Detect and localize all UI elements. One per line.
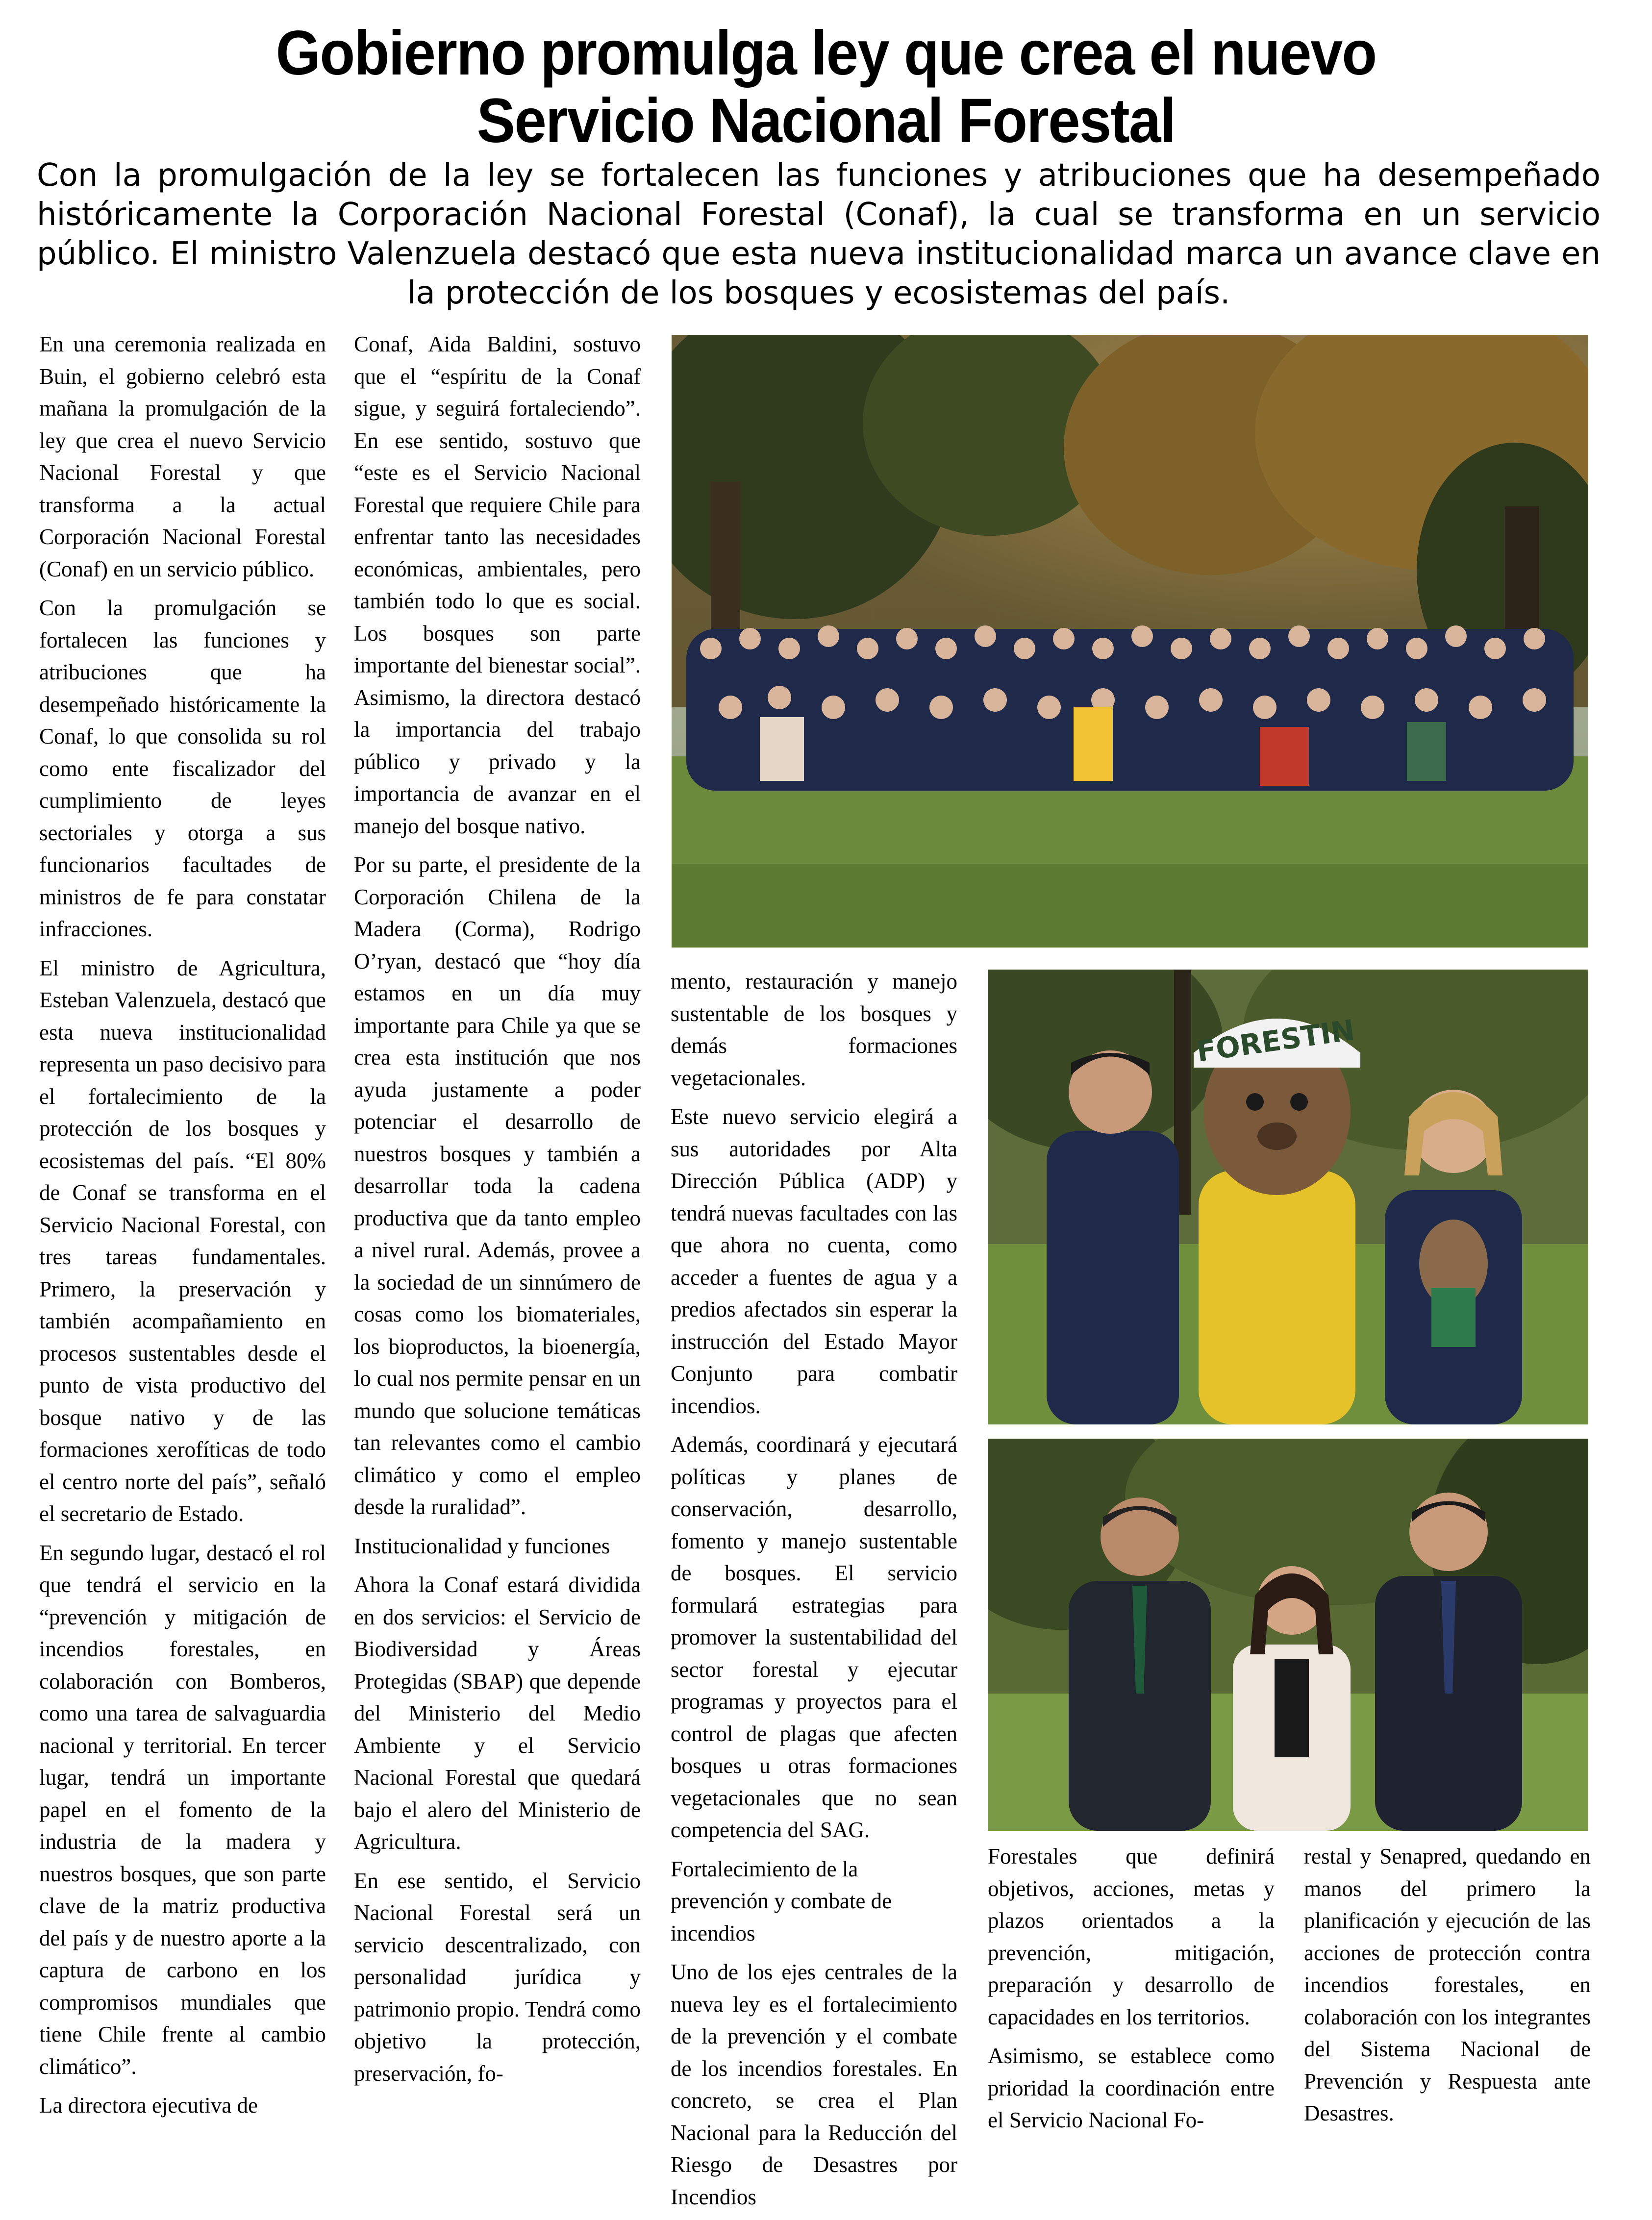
paragraph: En segundo lugar, destacó el rol que tendrá el servicio en la “prevención y mitigación de incendios forestales, en colaboración con Bomberos, como una tarea de salvaguardia nacional y territorial. En tercer lugar, tendrá un importante papel en el fomento de la industria de la madera y nuestros bosques, que son parte clave de la matriz productiva del país y de nuestro aporte a la captura de carbono en los compromisos mundiales que tiene Chile frente al cambio climático”. (39, 1540, 326, 2079)
article-column-1 (39, 328, 326, 2129)
paragraph: Por su parte, el presidente de la Corporación Chilena de la Madera (Corma), Rodrigo O’ryan, destacó que “hoy día estamos en un día muy importante para Chile ya que se crea esta institución que nos ayuda justamente a poder potenciar el desarrollo de nuestros bosques y también a desarrollar toda la cadena productiva que da tanto empleo a nivel rural. Además, provee a la sociedad de un sinnúmero de cosas como los biomateriales, los bioproductos, la bioenergía, lo cual nos permite pensar en un mundo que solucione temáticas tan relevantes como el cambio climático y como el empleo desde la ruralidad”. (354, 852, 641, 1519)
paragraph: La directora ejecutiva de (39, 2093, 258, 2118)
mascot-cap-label: FORESTIN (1194, 1013, 1357, 1069)
paragraph: restal y Senapred, quedando en manos del primero la planificación y ejecución de las acciones de protección contra incendios forestales, en colaboración con los integrantes del Sistema Nacional de Prevención y Respuesta ante Desastres. (1304, 1844, 1591, 2125)
mascot-photo-illustration (988, 970, 1588, 1424)
article-column-5 (1304, 1841, 1591, 2137)
paragraph: mento, restauración y manejo sustentable de los bosques y demás formaciones vegetacionales. (671, 969, 957, 1090)
officials-photo (988, 1439, 1588, 1831)
paragraph: Además, coordinará y ejecutará políticas y planes de conservación, desarrollo, fomento y manejo sustentable de bosques. El servicio formulará estrategias para promover la sustentabilidad del sector forestal y ejecutar programas y proyectos para el control de plagas que afecten bosques u otras formaciones vegetacionales que no sean competencia del SAG. (671, 1432, 957, 1842)
subheading-institucionalidad: Institucionalidad y funciones (354, 1533, 610, 1558)
paragraph: El ministro de Agricultura, Esteban Valenzuela, destacó que esta nueva institucionalidad representa un paso decisivo para el fortalecimiento de la protección de los bosques y ecosistemas del país. “El 80% de Conaf se transforma en el Servicio Nacional Forestal, con tres tareas fundamentales. Primero, la preservación y también acompañamiento en procesos sustentables desde el punto de vista productivo del bosque nativo y de las formaciones xerofíticas de todo el centro norte del país”, señaló el secretario de Estado. (39, 955, 326, 1526)
mascot-photo (988, 970, 1588, 1424)
lead-paragraph: Con la promulgación de la ley se fortalecen las funciones y atribuciones que ha desempeñado históricamente la Corporación Nacional Forestal (Conaf), la cual se transforma en un servicio público. El ministro Valenzuela destacó que esta nueva institucionalidad marca un avance clave en la protección de los bosques y ecosistemas del país. (37, 157, 1601, 311)
article-column-2 (354, 328, 641, 2096)
paragraph: Con la promulgación se fortalecen las funciones y atribuciones que ha desempeñado históricamente la Conaf, lo que consolida su rol como ente fiscalizador del cumplimiento de leyes sectoriales y otorga a sus funcionarios facultades de ministros de fe para constatar infracciones. (39, 596, 326, 941)
paragraph: Asimismo, se establece como prioridad la coordinación entre el Servicio Nacional Fo- (988, 2044, 1275, 2132)
headline (66, 20, 1586, 155)
headline-line-2: Servicio Nacional Forestal (476, 86, 1176, 156)
officials-photo-illustration (988, 1439, 1588, 1831)
group-photo (672, 335, 1588, 948)
subheading-fortalecimiento: Fortalecimiento de la prevención y combate de incendios (671, 1856, 892, 1946)
article-column-4 (988, 1841, 1275, 2144)
headline-line-1: Gobierno promulga ley que crea el nuevo (275, 18, 1377, 88)
paragraph: Ahora la Conaf estará dividida en dos servicios: el Servicio de Biodiversidad y Áreas Protegidas (SBAP) que depende del Ministerio del Medio Ambiente y el Servicio Nacional Forestal que quedará bajo el alero del Ministerio de Agricultura. (354, 1572, 641, 1854)
article-column-3 (671, 966, 957, 2220)
group-photo-illustration (672, 335, 1588, 948)
paragraph: Este nuevo servicio elegirá a sus autoridades por Alta Dirección Pública (ADP) y tendrá nuevas facultades con las que ahora no cuenta, como acceder a fuentes de agua y a predios afectados sin esperar la instrucción del Estado Mayor Conjunto para combatir incendios. (671, 1104, 957, 1418)
paragraph: Conaf, Aida Baldini, sostuvo que el “espíritu de la Conaf sigue, y seguirá fortaleciendo”. En ese sentido, sostuvo que “este es el Servicio Nacional Forestal que requiere Chile para enfrentar tanto las necesidades económicas, ambientales, pero también todo lo que es social. Los bosques son parte importante del bienestar social”. Asimismo, la directora destacó la importancia del trabajo público y privado y la importancia de avanzar en el manejo del bosque nativo. (354, 332, 641, 838)
paragraph: En ese sentido, el Servicio Nacional Forestal será un servicio descentralizado, con personalidad jurídica y patrimonio propio. Tendrá como objetivo la protección, preservación, fo- (354, 1868, 641, 2086)
paragraph: En una ceremonia realizada en Buin, el gobierno celebró esta mañana la promulgación de la ley que crea el nuevo Servicio Nacional Forestal y que transforma a la actual Corporación Nacional Forestal (Conaf) en un servicio público. (39, 332, 326, 581)
paragraph: Forestales que definirá objetivos, acciones, metas y plazos orientados a la prevención, mitigación, preparación y desarrollo de capacidades en los territorios. (988, 1844, 1275, 2029)
paragraph: Uno de los ejes centrales de la nueva ley es el fortalecimiento de la prevención y el combate de los incendios forestales. En concreto, se crea el Plan Nacional para la Reducción del Riesgo de Desastres por Incendios (671, 1960, 957, 2209)
